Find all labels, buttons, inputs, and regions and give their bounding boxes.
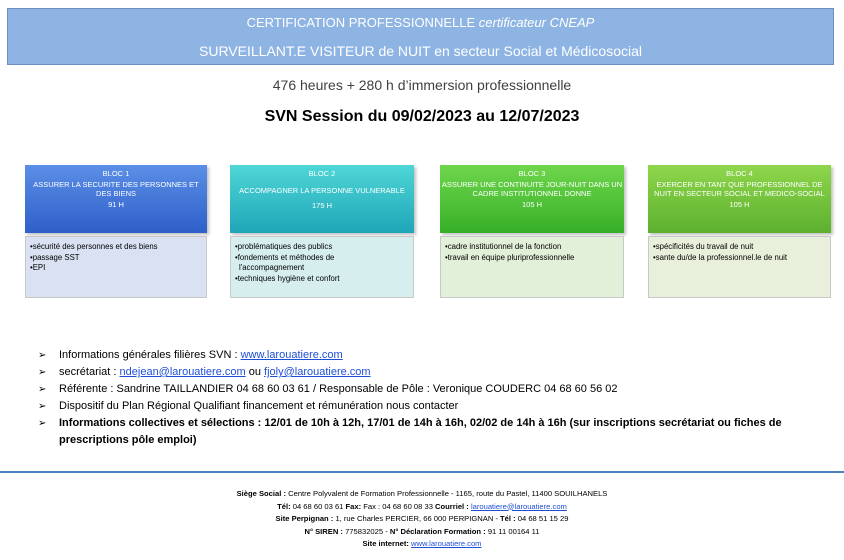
bloc-4-header <box>648 165 831 233</box>
arrow-bullet-icon: ➢ <box>38 418 47 429</box>
bloc-item: •passage SST <box>30 252 80 262</box>
bloc-item: l'accompagnement <box>239 263 305 272</box>
bloc-title: BLOC 3 <box>518 169 546 178</box>
email-link-ndejean[interactable]: ndejean@larouatiere.com <box>119 366 246 378</box>
bloc-name: ASSURER LA SECURITE DES PERSONNES ET DES BIENS <box>33 180 199 198</box>
bloc-name: ASSURER UNE CONTINUITE JOUR-NUIT DANS UN CADRE INSTITUTIONNEL DONNE <box>441 180 623 198</box>
footer-text: 04 68 51 15 29 <box>515 514 569 523</box>
bloc-4-content <box>648 236 831 298</box>
certifier-label: certificateur CNEAP <box>478 15 595 30</box>
bloc-title: BLOC 2 <box>308 169 336 178</box>
bloc-item: •spécificités du travail de nuit <box>653 242 754 251</box>
info-text: Dispositif du Plan Régional Qualifiant financement et rémunération nous contacter <box>59 400 459 412</box>
bloc-hours: 105 H <box>729 200 750 209</box>
footer-text: 1, rue Charles PERCIER, 66 000 PERPIGNAN - <box>333 514 501 523</box>
footer-text: 91 11 00164 11 <box>485 526 540 536</box>
program-title: SURVEILLANT.E VISITEUR de NUIT en secteur Social et Médicosocial <box>199 43 642 59</box>
footer-label: N° Déclaration Formation : <box>389 526 486 536</box>
bloc-item: •EPI <box>30 263 46 272</box>
footer-text: 04 68 60 03 61 <box>290 501 346 511</box>
bloc-2-header <box>230 165 414 233</box>
bloc-1-content <box>25 236 207 298</box>
bloc-item: •travail en équipe pluriprofessionnelle <box>445 252 575 262</box>
bloc-3-content <box>440 236 624 298</box>
header-banner <box>7 8 834 65</box>
footer-label: Fax: <box>345 501 362 511</box>
footer-line <box>0 488 844 501</box>
footer-line <box>0 501 844 514</box>
list-item <box>38 364 828 381</box>
bloc-2-content <box>230 236 414 298</box>
website-link[interactable]: www.larouatiere.com <box>240 349 343 361</box>
info-text: Référente : Sandrine TAILLANDIER 04 68 60 03 61 / Responsable de Pôle : Veronique COUDERC 04 68 60 56 02 <box>59 383 618 395</box>
info-text: secrétariat : <box>59 366 120 378</box>
session-dates: SVN Session du 09/02/2023 au 12/07/2023 <box>264 108 580 125</box>
list-item <box>38 398 828 415</box>
bloc-name: ACCOMPAGNER LA PERSONNE VULNERABLE <box>239 186 405 195</box>
bloc-3-header <box>440 165 624 233</box>
footer-label: Siège Social : <box>236 489 286 498</box>
bloc-item: •cadre institutionnel de la fonction <box>445 242 562 251</box>
footer-line <box>0 538 844 551</box>
arrow-bullet-icon: ➢ <box>38 401 47 412</box>
info-text: ou <box>245 366 265 378</box>
footer-label: Site internet: <box>362 539 409 548</box>
info-list <box>38 347 828 449</box>
bloc-hours: 91 H <box>108 200 124 209</box>
footer-label: N° SIREN : <box>304 526 343 536</box>
footer-label: Courriel : <box>435 501 469 511</box>
bloc-title: BLOC 4 <box>726 169 753 178</box>
footer-text: Centre Polyvalent de Formation Professionnelle - 1165, route du Pastel, 11400 SOUILHANELS <box>286 489 608 498</box>
bloc-hours: 175 H <box>311 201 332 210</box>
footer-label: Tél: <box>277 501 291 511</box>
list-item <box>38 347 828 364</box>
footer-line <box>0 513 844 526</box>
bloc-hours: 105 H <box>521 200 542 209</box>
footer-line <box>0 526 844 539</box>
bloc-item: •sécurité des personnes et des biens <box>30 242 158 251</box>
certification-title <box>8 15 833 30</box>
footer <box>0 488 844 551</box>
footer-email-link[interactable]: larouatiere@larouatiere.com <box>470 501 567 511</box>
bloc-name: EXERCER EN TANT QUE PROFESSIONNEL DE NUIT EN SECTEUR SOCIAL ET MEDICO-SOCIAL <box>654 180 825 198</box>
footer-label: Site Perpignan : <box>275 514 334 523</box>
list-item <box>38 381 828 398</box>
email-link-fjoly[interactable]: fjoly@larouatiere.com <box>264 366 371 378</box>
info-text: Informations collectives et sélections : 12/01 de 10h à 12h, 17/01 de 14h à 16h, 02/02 de 14h à 16h (sur inscriptions secrétariat ou fiches de prescriptions pôle emploi) <box>59 417 782 446</box>
footer-divider <box>0 471 844 473</box>
bloc-item: •techniques hygiène et confort <box>235 273 340 283</box>
bloc-item: •problématiques des publics <box>235 242 333 251</box>
arrow-bullet-icon: ➢ <box>38 350 47 361</box>
footer-website-link[interactable]: www.larouatiere.com <box>411 539 482 548</box>
bloc-1-header <box>25 165 207 233</box>
bloc-item: •sante du/de la professionnel.le de nuit <box>653 252 788 262</box>
bloc-item: •fondements et méthodes de <box>235 252 335 262</box>
bloc-title: BLOC 1 <box>102 169 130 178</box>
footer-label: Tél : <box>500 514 516 523</box>
footer-text: Fax : 04 68 60 08 33 <box>361 501 436 511</box>
arrow-bullet-icon: ➢ <box>38 384 47 395</box>
training-hours: 476 heures + 280 h d’immersion professionnelle <box>272 77 572 93</box>
info-text: Informations générales filières SVN : <box>59 349 241 361</box>
arrow-bullet-icon: ➢ <box>38 367 47 378</box>
list-item <box>38 415 828 449</box>
certification-label: CERTIFICATION PROFESSIONNELLE <box>246 15 476 30</box>
footer-text: 775832025 - <box>342 526 390 536</box>
